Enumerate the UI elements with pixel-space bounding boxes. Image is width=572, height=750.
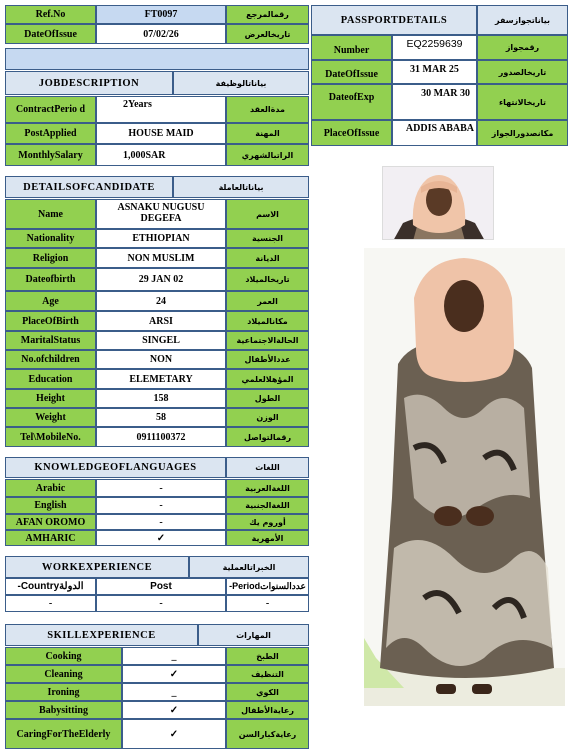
language-level: ✓ xyxy=(96,530,226,546)
passport-number-label-ar: رقمجواز xyxy=(477,35,568,60)
candidate-field-value: ELEMETARY xyxy=(96,369,226,389)
language-label: AFAN OROMO xyxy=(5,514,96,530)
passport-place-value: ADDIS ABABA xyxy=(392,120,477,146)
skill-label-ar: التنظيف xyxy=(226,665,309,683)
candidate-field-label-ar: المؤهلالعلمي xyxy=(226,369,309,389)
date-of-issue-value: 07/02/26 xyxy=(96,24,226,44)
candidate-field-value: 24 xyxy=(96,291,226,311)
passport-number-value: EQ2259639 xyxy=(392,35,477,60)
languages-section-title: KNOWLEDGEOFLANGUAGES xyxy=(5,457,226,478)
candidate-field-label: Education xyxy=(5,369,96,389)
candidate-field-label-ar: رقمالتواصل xyxy=(226,427,309,447)
candidate-field-label-ar: الديانة xyxy=(226,248,309,268)
work-section-title-ar: الخبراتالعملية xyxy=(189,556,309,578)
skill-label-ar: الطبخ xyxy=(226,647,309,665)
contract-period-label-ar: مدةالعقد xyxy=(226,96,309,123)
candidate-field-value: NON xyxy=(96,350,226,369)
candidate-portrait-photo xyxy=(382,166,494,240)
language-label-ar: أوروم يك xyxy=(226,514,309,530)
language-label-ar: اللغةالجنبية xyxy=(226,497,309,514)
work-col-post: Post xyxy=(96,578,226,595)
candidate-field-value: 0911100372 xyxy=(96,427,226,447)
work-section-title: WORKEXPERIENCE xyxy=(5,556,189,578)
candidate-field-value: 58 xyxy=(96,408,226,427)
candidate-field-label-ar: تاريخالميلاد xyxy=(226,268,309,291)
candidate-field-label-ar: الوزن xyxy=(226,408,309,427)
passport-expiry-label: DateofExp xyxy=(311,84,392,120)
post-applied-label-ar: المهنة xyxy=(226,123,309,144)
skill-label: Cleaning xyxy=(5,665,122,683)
candidate-field-label-ar: مكانالميلاد xyxy=(226,311,309,331)
ref-value: FT0097 xyxy=(96,5,226,24)
skill-level: ✓ xyxy=(122,719,226,749)
language-label: AMHARIC xyxy=(5,530,96,546)
job-section-title-ar: بياناتالوظيفة xyxy=(173,71,309,95)
ref-label: Ref.No xyxy=(5,5,96,24)
spacer-row xyxy=(5,48,309,70)
passport-expiry-value: 30 MAR 30 xyxy=(392,84,477,120)
candidate-field-label-ar: الاسم xyxy=(226,199,309,229)
monthly-salary-label: MonthlySalary xyxy=(5,144,96,166)
candidate-field-value: ASNAKU NUGUSU DEGEFA xyxy=(96,199,226,229)
work-row-country: - xyxy=(5,595,96,612)
candidate-field-label: Dateofbirth xyxy=(5,268,96,291)
candidate-field-label: Height xyxy=(5,389,96,408)
candidate-field-label: MaritalStatus xyxy=(5,331,96,350)
passport-place-label: PlaceOfIssue xyxy=(311,120,392,146)
candidate-field-value: ETHIOPIAN xyxy=(96,229,226,248)
skills-section-title-ar: المهارات xyxy=(198,624,309,646)
work-col-period: -Periodعددالسنوات xyxy=(226,578,309,595)
candidate-field-value: SINGEL xyxy=(96,331,226,350)
passport-issue-label-ar: تاريخالصدور xyxy=(477,60,568,84)
passport-number-label: Number xyxy=(311,35,392,60)
work-row-post: - xyxy=(96,595,226,612)
skills-section-title: SKILLEXPERIENCE xyxy=(5,624,198,646)
contract-period-label: ContractPerio d xyxy=(5,96,96,123)
passport-section-title-ar: بياناتجوازسفر xyxy=(477,5,568,35)
candidate-field-label-ar: الجنسية xyxy=(226,229,309,248)
skill-label: Babysitting xyxy=(5,701,122,719)
candidate-field-label: Tel\MobileNo. xyxy=(5,427,96,447)
passport-issue-value: 31 MAR 25 xyxy=(392,60,477,84)
candidate-field-label: No.ofchildren xyxy=(5,350,96,369)
language-level: - xyxy=(96,479,226,497)
job-section-title: JOBDESCRIPTION xyxy=(5,71,173,95)
work-col-country: -Countryالدولة xyxy=(5,578,96,595)
candidate-field-value: 29 JAN 02 xyxy=(96,268,226,291)
skill-label: Cooking xyxy=(5,647,122,665)
passport-expiry-label-ar: تاريخالانتهاء xyxy=(477,84,568,120)
candidate-field-value: 158 xyxy=(96,389,226,408)
contract-period-value: 2Years xyxy=(96,96,226,123)
skill-level: _ xyxy=(122,647,226,665)
language-label-ar: اللغةالعربية xyxy=(226,479,309,497)
candidate-field-label: Religion xyxy=(5,248,96,268)
skill-label: Ironing xyxy=(5,683,122,701)
candidate-field-label: Nationality xyxy=(5,229,96,248)
date-of-issue-label: DateOfIssue xyxy=(5,24,96,44)
candidate-field-label: Age xyxy=(5,291,96,311)
candidate-field-label-ar: الحالةالاجتماعية xyxy=(226,331,309,350)
skill-label: CaringForTheElderly xyxy=(5,719,122,749)
candidate-full-photo xyxy=(364,248,565,706)
date-of-issue-label-ar: تاريخالعرض xyxy=(226,24,309,44)
candidate-section-title: DETAILSOFCANDIDATE xyxy=(5,176,173,198)
post-applied-label: PostApplied xyxy=(5,123,96,144)
ref-label-ar: رقمالمرجع xyxy=(226,5,309,24)
passport-place-label-ar: مكانصدورالجواز xyxy=(477,120,568,146)
language-label: English xyxy=(5,497,96,514)
candidate-field-label-ar: الطول xyxy=(226,389,309,408)
language-level: - xyxy=(96,514,226,530)
skill-label-ar: رعايةكبارالسن xyxy=(226,719,309,749)
passport-issue-label: DateOfIssue xyxy=(311,60,392,84)
skill-label-ar: الكوي xyxy=(226,683,309,701)
candidate-field-label: PlaceOfBirth xyxy=(5,311,96,331)
languages-section-title-ar: اللغات xyxy=(226,457,309,478)
monthly-salary-value: 1,000SAR xyxy=(96,144,226,166)
candidate-field-label-ar: عددالأطفال xyxy=(226,350,309,369)
skill-level: ✓ xyxy=(122,701,226,719)
work-row-period: - xyxy=(226,595,309,612)
skill-level: _ xyxy=(122,683,226,701)
candidate-section-title-ar: بياناتالعاملة xyxy=(173,176,309,198)
monthly-salary-label-ar: الراتبالشهري xyxy=(226,144,309,166)
language-label-ar: الأمهرية xyxy=(226,530,309,546)
skill-level: ✓ xyxy=(122,665,226,683)
candidate-field-label: Name xyxy=(5,199,96,229)
passport-section-title: PASSPORTDETAILS xyxy=(311,5,477,35)
candidate-field-value: NON MUSLIM xyxy=(96,248,226,268)
candidate-field-label-ar: العمر xyxy=(226,291,309,311)
language-level: - xyxy=(96,497,226,514)
candidate-field-value: ARSI xyxy=(96,311,226,331)
language-label: Arabic xyxy=(5,479,96,497)
post-applied-value: HOUSE MAID xyxy=(96,123,226,144)
skill-label-ar: رعايةالأطفال xyxy=(226,701,309,719)
candidate-field-label: Weight xyxy=(5,408,96,427)
